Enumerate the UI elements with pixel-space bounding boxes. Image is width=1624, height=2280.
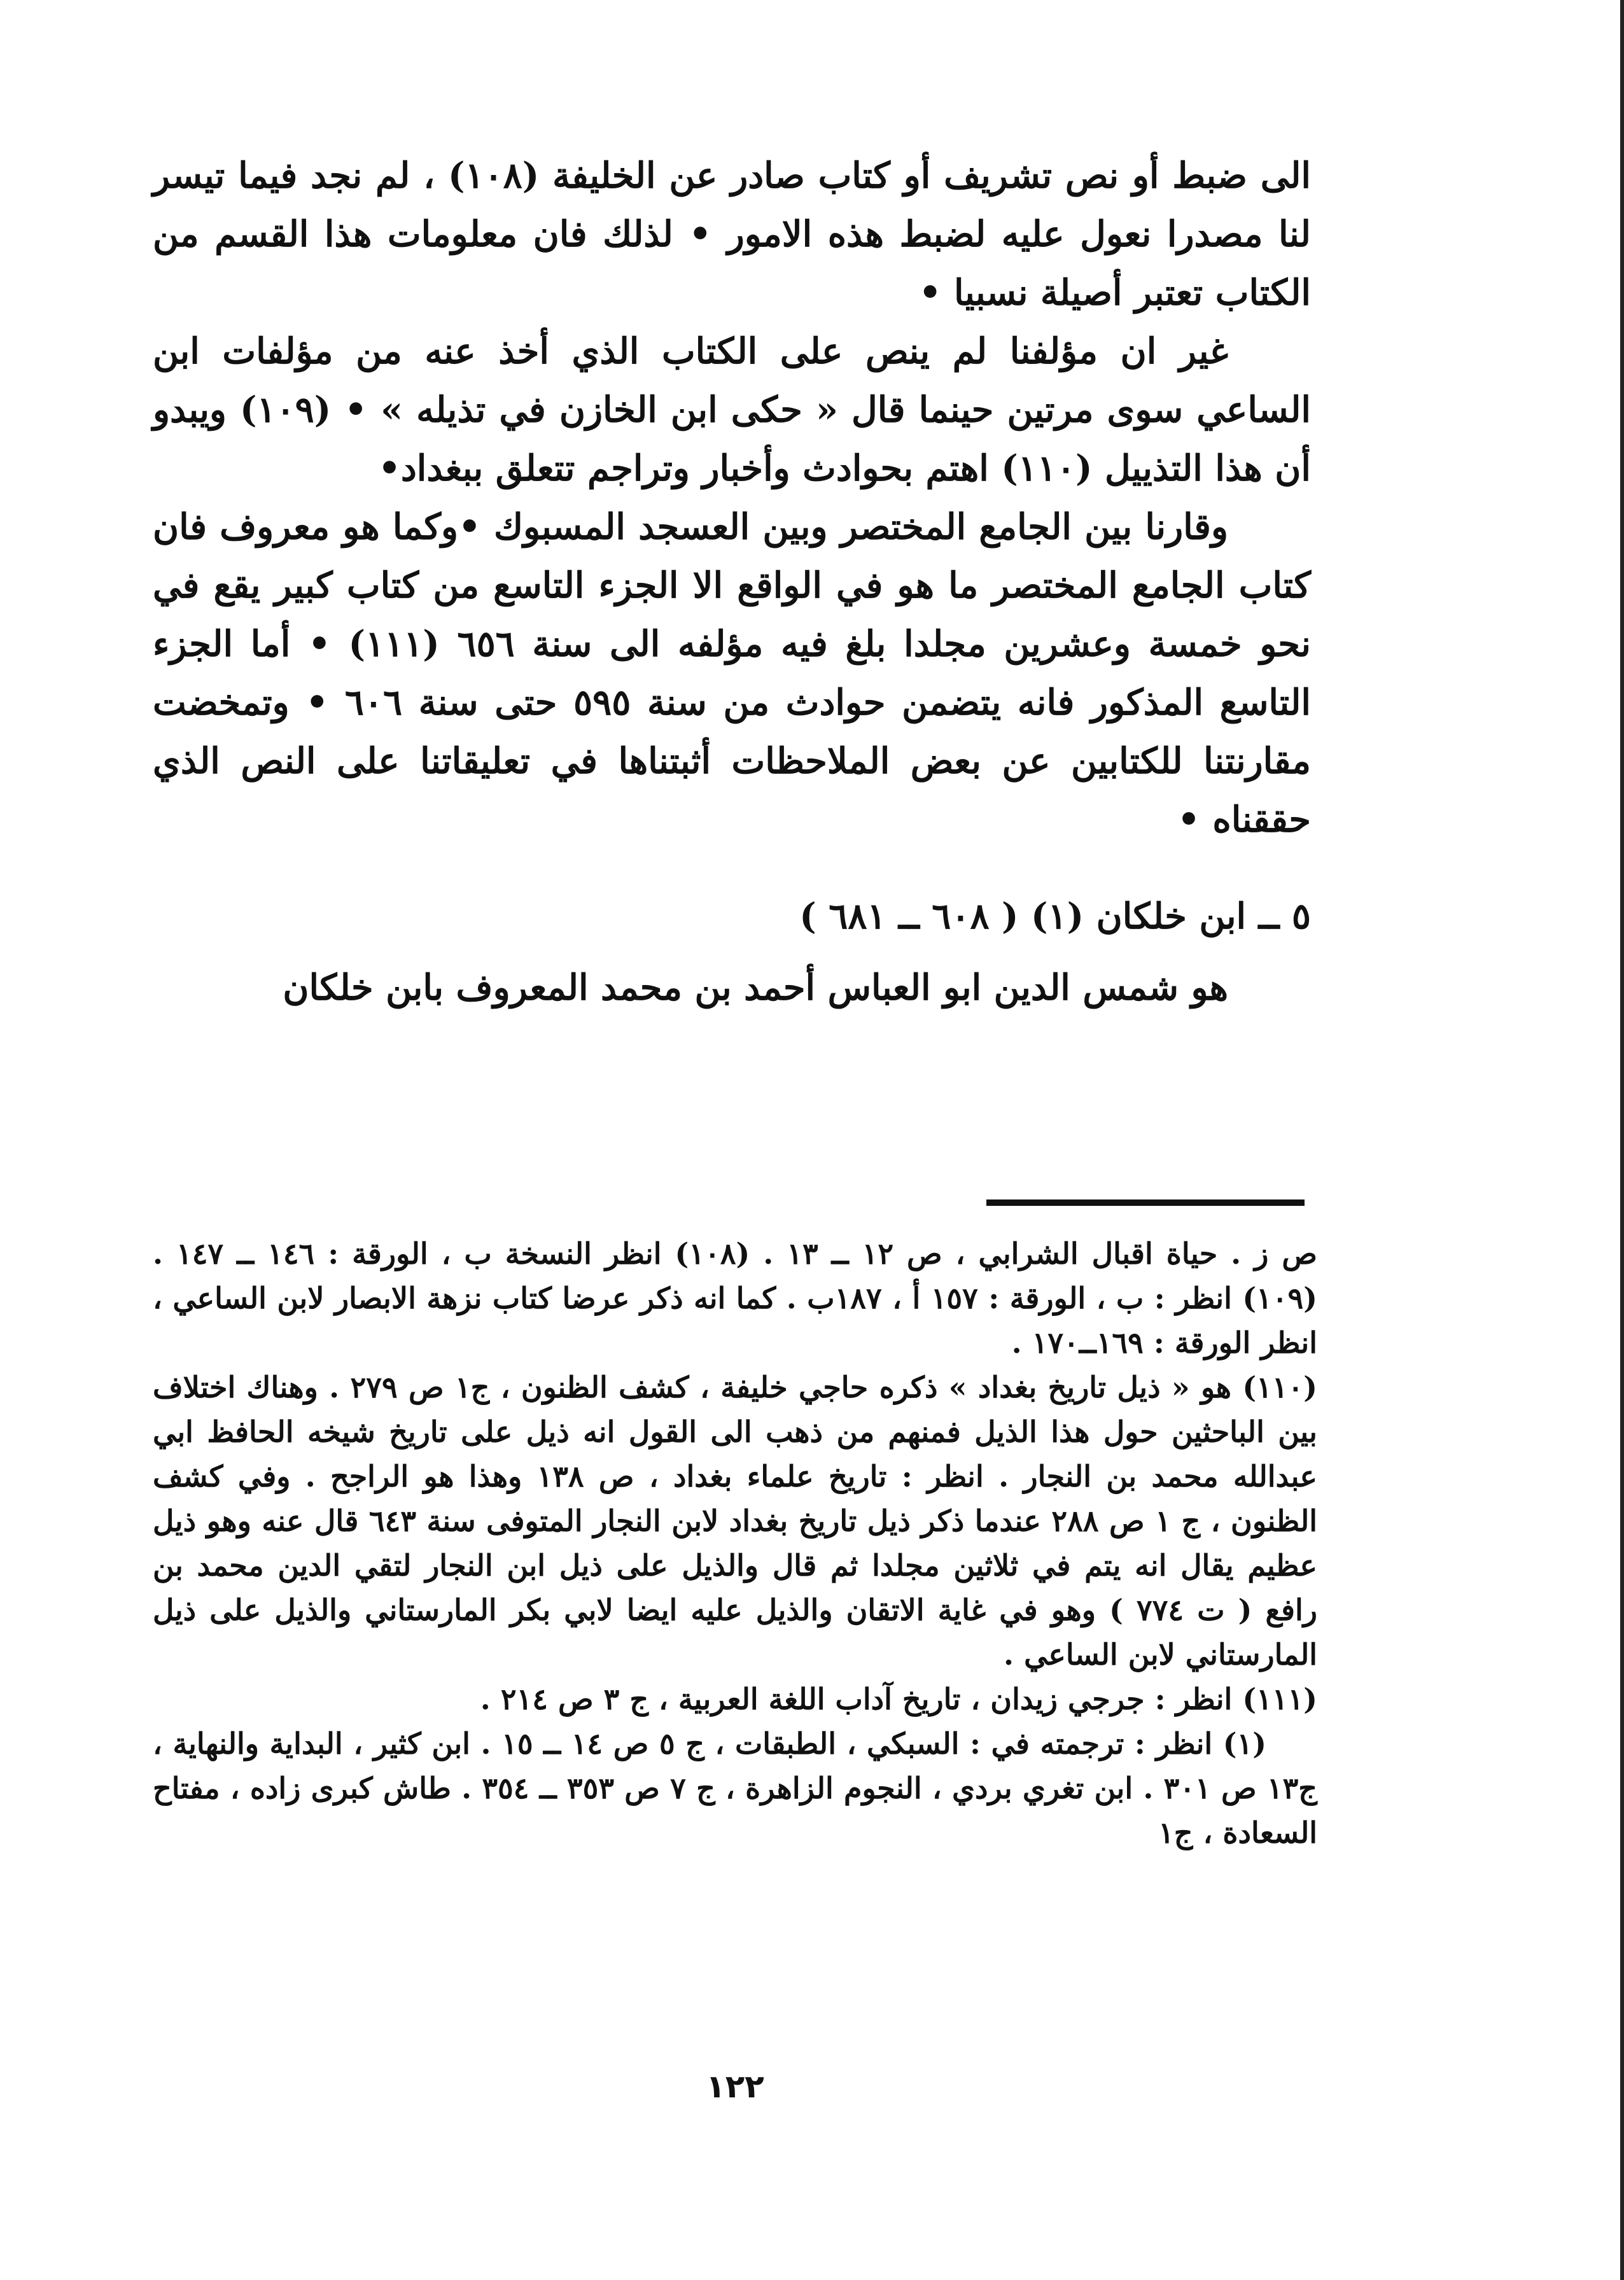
footnote: ص ز . حياة اقبال الشرابي ، ص ١٢ ــ ١٣ . (١٠٨) انظر النسخة ب ، الورقة : ١٤٦ ــ ١٤٧ . (١٠٩) انظر : ب ، الورقة : ١٥٧ أ ، ١٨٧ب . كما انه ذكر عرضا كتاب نزهة الابصار لابن الساعي ، انظر الورقة : ١٦٩ــ١٧٠ . (153, 1236, 1318, 1360)
footnote: (١) انظر : ترجمته في : السبكي ، الطبقات ، ج ٥ ص ١٤ ــ ١٥ . ابن كثير ، البداية والنهاية ، ج١٣ ص ٣٠١ . ابن تغري بردي ، النجوم الزاهرة ، ج ٧ ص ٣٥٣ ــ ٣٥٤ . طاش كبرى زاده ، مفتاح السعادة ، ج١ (153, 1726, 1317, 1850)
page-number: ١٢٢ (706, 2068, 764, 2105)
footnote: (١١١) انظر : جرجي زيدان ، تاريخ آداب اللغة العربية ، ج ٣ ص ٢١٤ . (480, 1682, 1317, 1716)
body-paragraph: الى ضبط أو نص تشريف أو كتاب صادر عن الخليفة (١٠٨) ، لم نجد فيما تيسر لنا مصدرا نعول عليه لضبط هذه الامور • لذلك فان معلومات هذا القسم من الكتاب تعتبر أصيلة نسبيا • (153, 155, 1311, 314)
body-paragraph: غير ان مؤلفنا لم ينص على الكتاب الذي أخذ عنه من مؤلفات ابن الساعي سوى مرتين حينما قال « حكى ابن الخازن في تذيله » • (١٠٩) ويبدو أن هذا التذييل (١١٠) اهتم بحوادث وأخبار وتراجم تتعلق ببغداد• (153, 330, 1311, 489)
section-heading: ٥ ــ ابن خلكان (١) ( ٦٠٨ ــ ٦٨١ ) (799, 895, 1311, 937)
footnote-separator-rule (986, 1199, 1305, 1206)
page-edge-border (1620, 0, 1624, 2280)
footnotes (153, 1231, 1317, 1855)
footnote: (١١٠) هو « ذيل تاريخ بغداد » ذكره حاجي خليفة ، كشف الظنون ، ج١ ص ٢٧٩ . وهناك اختلاف بين الباحثين حول هذا الذيل فمنهم من ذهب الى القول انه ذيل على تاريخ شيخه الحافظ ابي عبدالله محمد بن النجار . انظر : تاريخ علماء بغداد ، ص ١٣٨ وهذا هو الراجح . وفي كشف الظنون ، ج ١ ص ٢٨٨ عندما ذكر ذيل تاريخ بغداد لابن النجار المتوفى سنة ٦٤٣ قال عنه وهو ذيل عظيم يقال انه يتم في ثلاثين مجلدا ثم قال والذيل على ذيل ابن النجار لتقي الدين محمد بن رافع ( ت ٧٧٤ ) وهو في غاية الاتقان والذيل عليه ايضا لابي بكر المارستاني والذيل على ذيل المارستاني لابن الساعي . (153, 1370, 1318, 1672)
body-paragraph: وقارنا بين الجامع المختصر وبين العسجد المسبوك •وكما هو معروف فان كتاب الجامع المختصر ما هو في الواقع الا الجزء التاسع من كتاب كبير يقع في نحو خمسة وعشرين مجلدا بلغ فيه مؤلفه الى سنة ٦٥٦ (١١١) • أما الجزء التاسع المذكور فانه يتضمن حوادث من سنة ٥٩٥ حتى سنة ٦٠٦ • وتمخضت مقارنتنا للكتابين عن بعض الملاحظات أثبتناها في تعليقاتنا على النص الذي حققناه • (153, 506, 1311, 841)
body-text (153, 146, 1311, 849)
section-lead-paragraph: هو شمس الدين ابو العباس أحمد بن محمد المعروف بابن خلكان (283, 967, 1228, 1009)
main-text-block (153, 146, 1311, 1017)
